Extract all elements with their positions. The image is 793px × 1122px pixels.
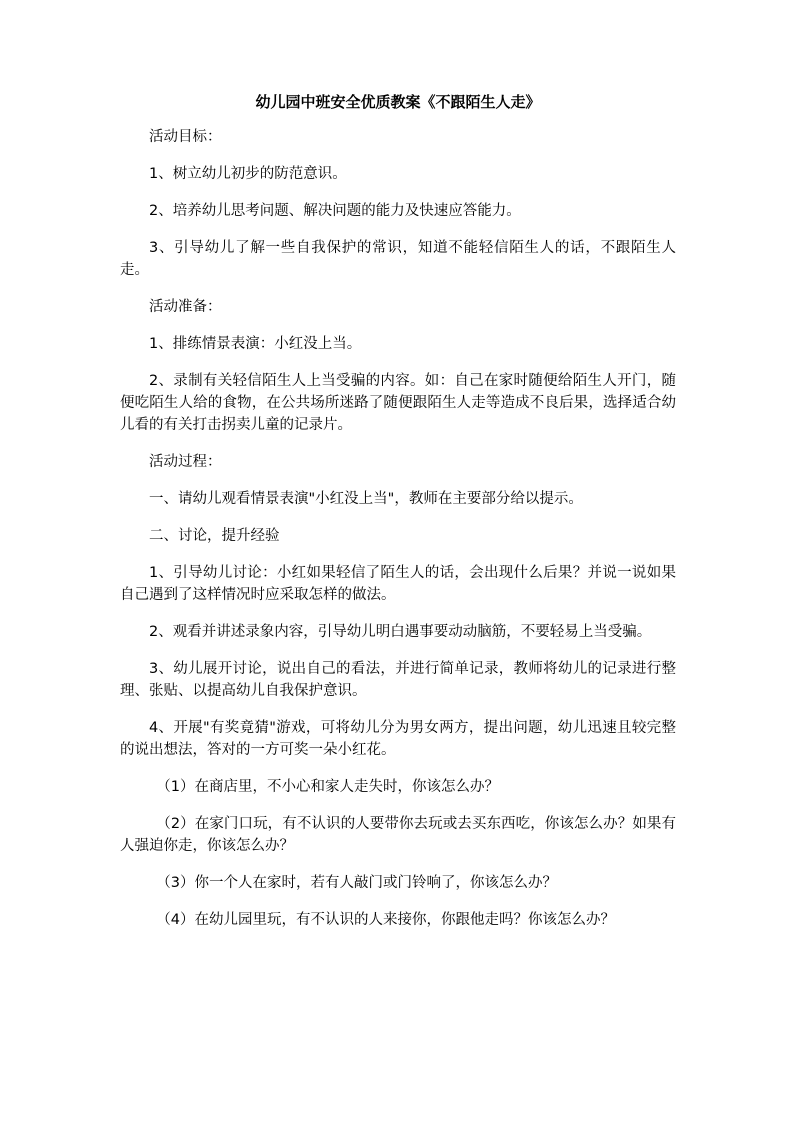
section-heading-process: 活动过程： <box>149 454 222 470</box>
quiz-question-3: （3）你一个人在家时，若有人敲门或门铃响了，你该怎么办？ <box>156 875 557 891</box>
process-step-1: 一、请幼儿观看情景表演"小红没上当"，教师在主要部分给以提示。 <box>149 491 583 507</box>
goal-item-2: 2、培养幼儿思考问题、解决问题的能力及快速应答能力。 <box>149 203 521 219</box>
preparation-item-2: 2、录制有关轻信陌生人上当受骗的内容。如：自己在家时随便给陌生人开门，随便吃陌生人给的食物，在公共场所迷路了随便跟陌生人走等造成不良后果，选择适合幼儿看的有关打击拐卖儿童的记录片。 <box>120 373 676 433</box>
document-title: 幼儿园中班安全优质教案《不跟陌生人走》 <box>255 93 541 111</box>
preparation-item-1: 1、排练情景表演：小红没上当。 <box>149 336 362 352</box>
quiz-question-4: （4）在幼儿园里玩，有不认识的人来接你，你跟他走吗？你该怎么办？ <box>156 912 615 928</box>
goal-item-3: 3、引导幼儿了解一些自我保护的常识，知道不能轻信陌生人的话，不跟陌生人走。 <box>120 240 676 278</box>
quiz-question-2: （2）在家门口玩，有不认识的人要带你去玩或去买东西吃，你该怎么办？如果有人强迫你走，你该怎么办？ <box>120 816 676 854</box>
section-heading-preparation: 活动准备： <box>149 299 222 315</box>
quiz-question-1: （1）在商店里，不小心和家人走失时，你该怎么办？ <box>156 779 499 795</box>
discussion-item-2: 2、观看并讲述录象内容，引导幼儿明白遇事要动动脑筋，不要轻易上当受骗。 <box>149 624 652 640</box>
section-heading-goals: 活动目标： <box>149 129 222 145</box>
discussion-item-4: 4、开展"有奖竟猜"游戏，可将幼儿分为男女两方，提出问题，幼儿迅速且较完整的说出想法，答对的一方可奖一朵小红花。 <box>120 720 676 758</box>
document-page <box>120 92 676 946</box>
discussion-item-3: 3、幼儿展开讨论，说出自己的看法，并进行简单记录，教师将幼儿的记录进行整理、张贴、以提高幼儿自我保护意识。 <box>120 661 676 699</box>
goal-item-1: 1、树立幼儿初步的防范意识。 <box>149 166 347 182</box>
discussion-item-1: 1、引导幼儿讨论：小红如果轻信了陌生人的话，会出现什么后果？并说一说如果自己遇到了这样情况时应采取怎样的做法。 <box>120 565 676 603</box>
process-step-2: 二、讨论，提升经验 <box>149 528 280 544</box>
